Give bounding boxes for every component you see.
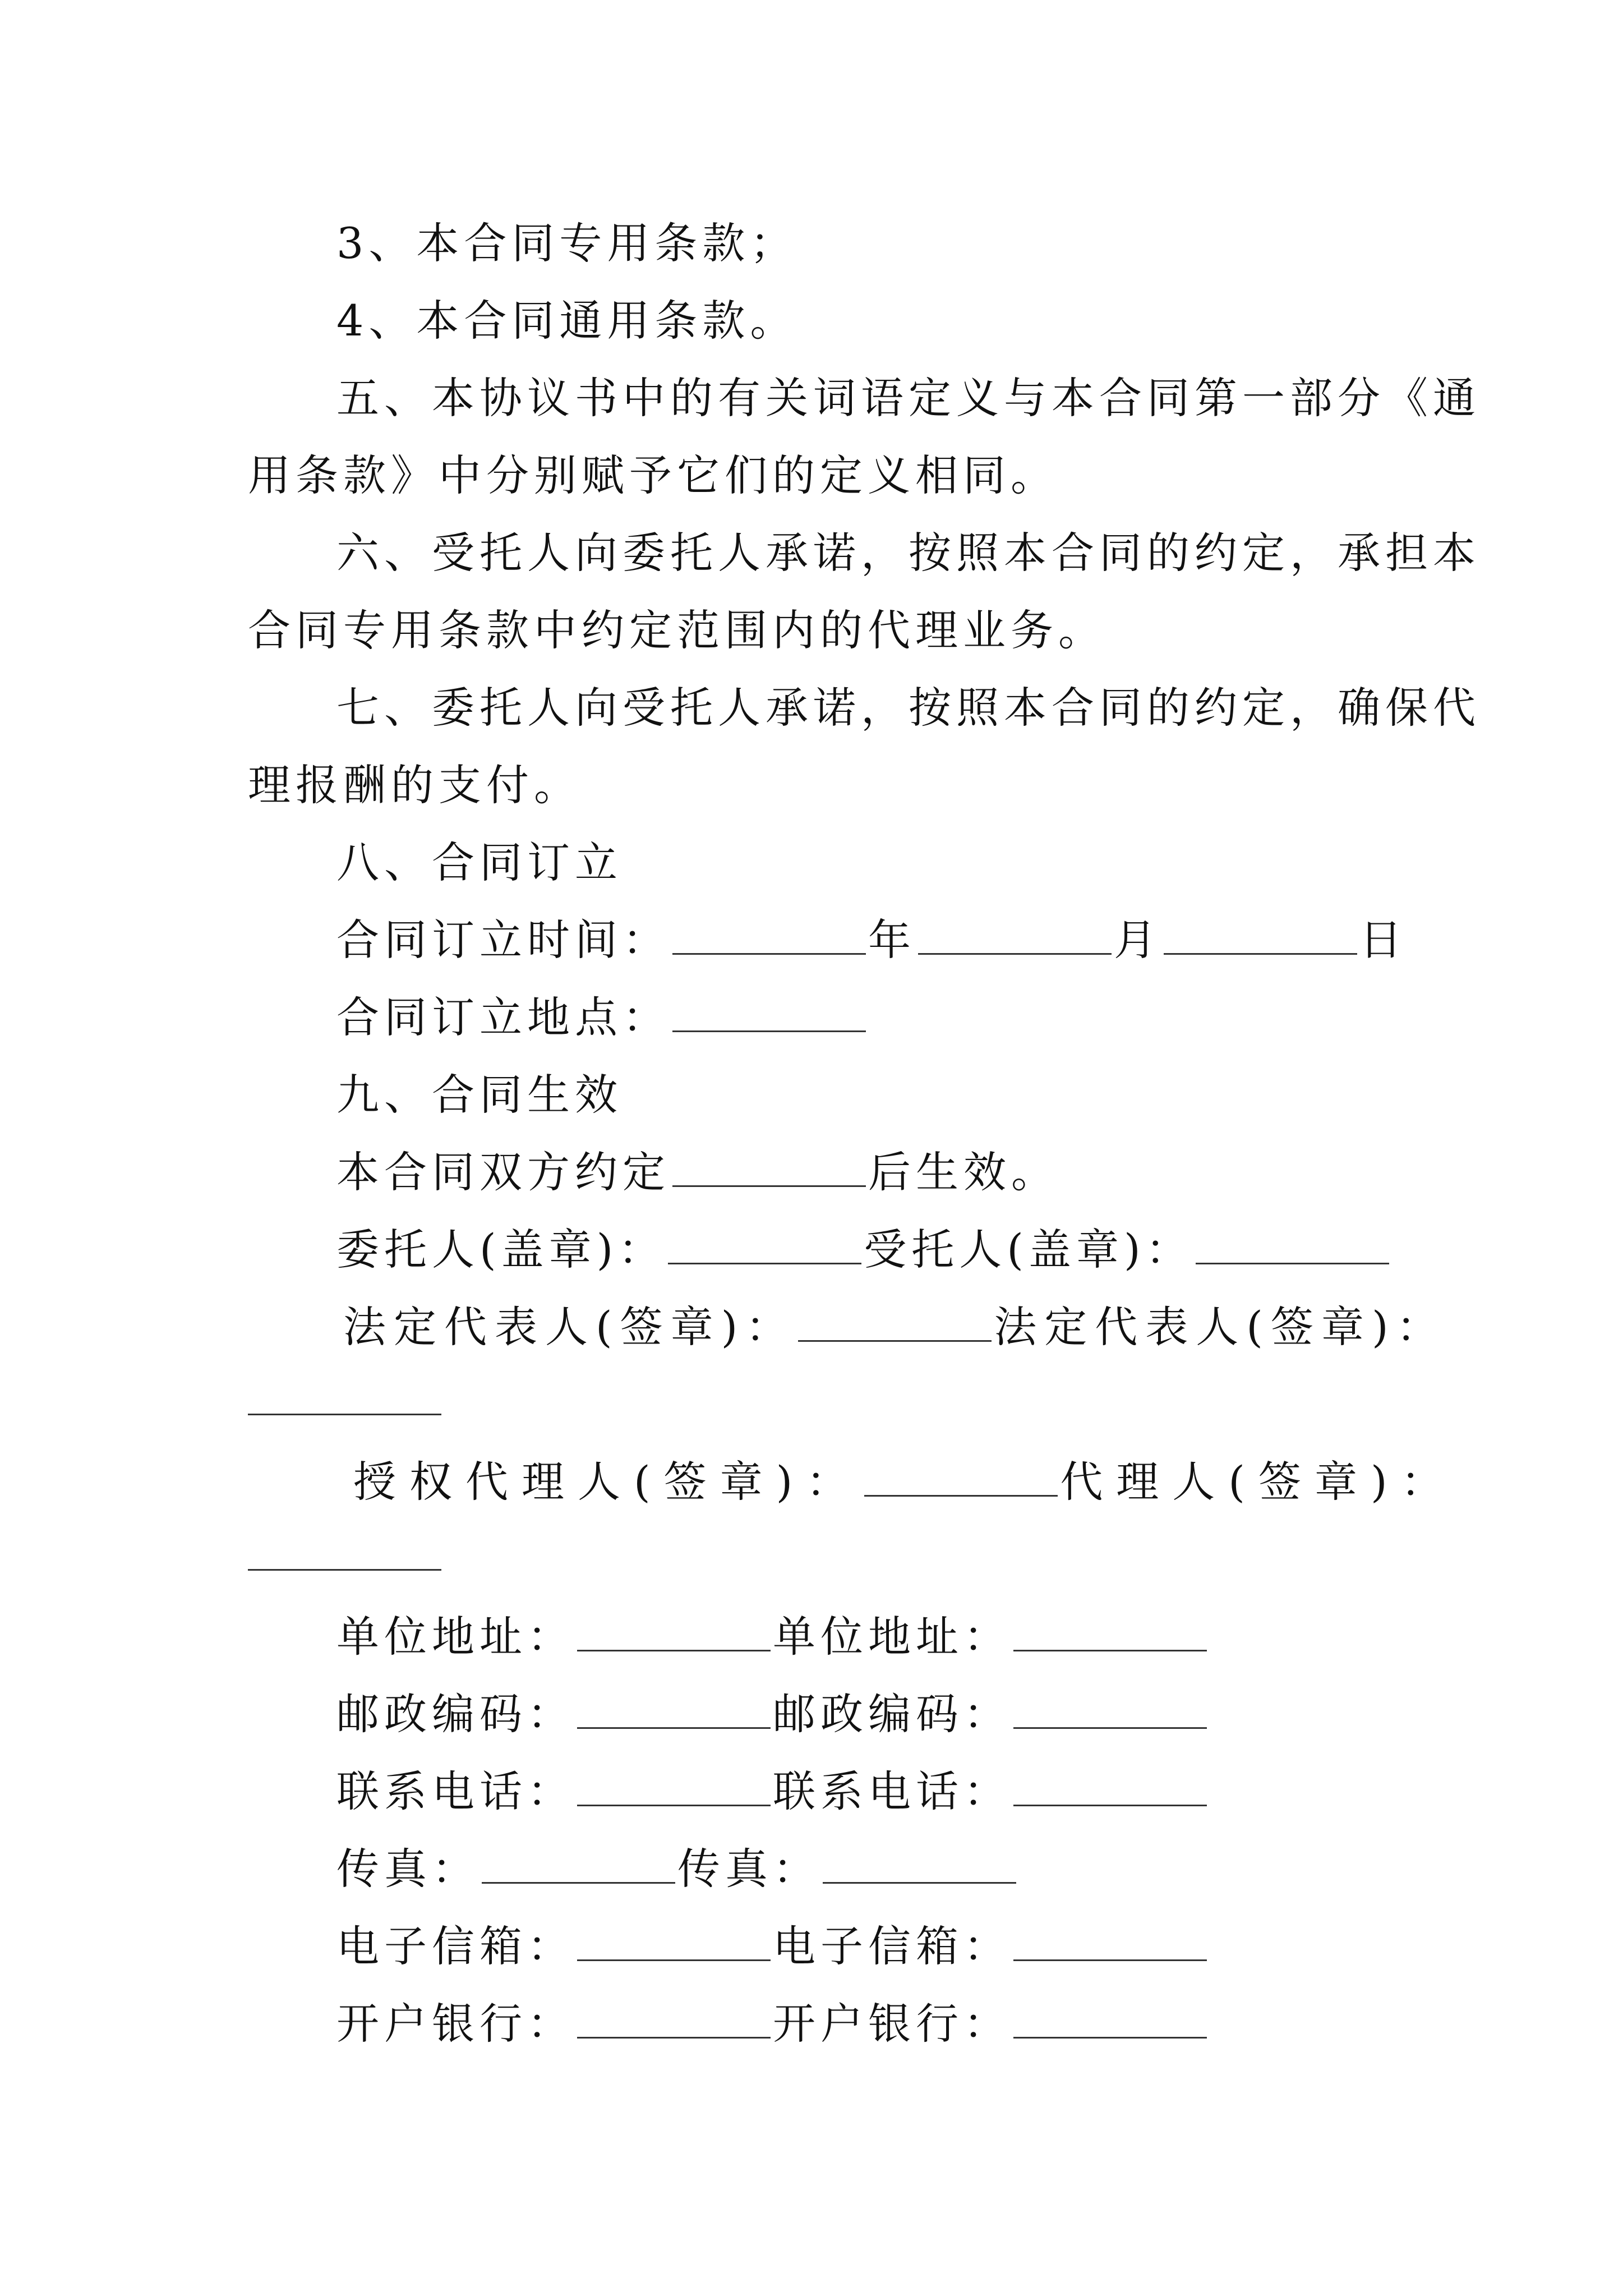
signing-day-unit: 日 <box>1359 915 1407 965</box>
signing-month-unit: 月 <box>1114 915 1161 965</box>
clause-five-line-1: 五、本协议书中的有关词语定义与本合同第一部分《通 <box>336 373 1481 423</box>
signing-time-row <box>336 912 1407 968</box>
signing-place-label: 合同订立地点： <box>336 992 670 1042</box>
authorized-agent-label: 授权代理人(签章)： <box>353 1457 863 1507</box>
bank-blank-2[interactable] <box>1013 2002 1207 2039</box>
bank-label-1: 开户银行： <box>336 1999 575 2049</box>
bank-label-2: 开户银行： <box>773 1999 1011 2049</box>
trustee-seal-blank[interactable] <box>1196 1228 1389 1264</box>
signing-day-blank[interactable] <box>1164 918 1357 955</box>
bank-blank-1[interactable] <box>577 2002 771 2039</box>
signing-time-label: 合同订立时间： <box>336 915 670 965</box>
phone-label-1: 联系电话： <box>336 1766 575 1816</box>
agent-label: 代理人(签章)： <box>1060 1457 1457 1507</box>
address-label-1: 单位地址： <box>336 1612 575 1662</box>
phone-blank-1[interactable] <box>577 1770 771 1806</box>
bank-row <box>336 1996 1209 2052</box>
phone-blank-2[interactable] <box>1013 1770 1207 1806</box>
clause-seven-line-2: 理报酬的支付。 <box>248 760 582 810</box>
phone-row <box>336 1764 1209 1820</box>
effect-prefix: 本合同双方约定 <box>336 1147 670 1197</box>
effect-suffix: 后生效。 <box>868 1147 1059 1197</box>
fax-blank-1[interactable] <box>482 1847 675 1884</box>
clause-4: 4、本合同通用条款。 <box>336 296 798 346</box>
postal-row <box>336 1686 1209 1742</box>
legal-rep-label-2: 法定代表人(签章)： <box>994 1302 1447 1352</box>
postal-blank-1[interactable] <box>577 1692 771 1729</box>
signing-place-blank[interactable] <box>672 996 866 1032</box>
agent-blank[interactable] <box>248 1569 441 1571</box>
client-seal-label: 委托人(盖章)： <box>336 1225 666 1274</box>
signing-month-blank[interactable] <box>918 918 1112 955</box>
email-row <box>336 1918 1209 1975</box>
postal-label-1: 邮政编码： <box>336 1689 575 1739</box>
email-blank-2[interactable] <box>1013 1925 1207 1961</box>
fax-label-1: 传真： <box>336 1844 479 1894</box>
signing-place-row <box>336 990 868 1046</box>
address-blank-1[interactable] <box>577 1615 771 1651</box>
phone-label-2: 联系电话： <box>773 1766 1011 1816</box>
legal-rep-row <box>343 1299 1447 1355</box>
clause-3: 3、本合同专用条款； <box>336 218 798 268</box>
address-blank-2[interactable] <box>1013 1615 1207 1651</box>
email-label-1: 电子信箱： <box>336 1921 575 1971</box>
legal-rep-label-1: 法定代表人(签章)： <box>343 1302 796 1352</box>
signing-year-unit: 年 <box>868 915 916 965</box>
fax-row <box>336 1841 1018 1897</box>
email-blank-1[interactable] <box>577 1925 771 1961</box>
postal-blank-2[interactable] <box>1013 1692 1207 1729</box>
client-seal-blank[interactable] <box>668 1228 861 1264</box>
effect-condition-blank[interactable] <box>672 1151 866 1187</box>
clause-five-line-2: 用条款》中分别赋予它们的定义相同。 <box>248 450 1058 500</box>
email-label-2: 电子信箱： <box>773 1921 1011 1971</box>
section-eight-heading: 八、合同订立 <box>336 838 623 887</box>
section-nine-heading: 九、合同生效 <box>336 1070 623 1120</box>
authorized-agent-blank[interactable] <box>864 1460 1058 1497</box>
fax-blank-2[interactable] <box>823 1847 1016 1884</box>
agent-row <box>353 1454 1457 1510</box>
address-row <box>336 1609 1209 1665</box>
legal-rep-blank-1[interactable] <box>798 1305 992 1342</box>
address-label-2: 单位地址： <box>773 1612 1011 1662</box>
signing-year-blank[interactable] <box>672 918 866 955</box>
trustee-seal-label: 受托人(盖章)： <box>864 1225 1193 1274</box>
clause-seven-line-1: 七、委托人向受托人承诺，按照本合同的约定，确保代 <box>336 683 1481 733</box>
postal-label-2: 邮政编码： <box>773 1689 1011 1739</box>
clause-six-line-1: 六、受托人向委托人承诺，按照本合同的约定，承担本 <box>336 528 1481 578</box>
effect-row <box>336 1144 1059 1200</box>
legal-rep-blank-2[interactable] <box>248 1414 441 1415</box>
fax-label-2: 传真： <box>677 1844 820 1894</box>
clause-six-line-2: 合同专用条款中约定范围内的代理业务。 <box>248 605 1106 655</box>
seal-row <box>336 1222 1391 1278</box>
